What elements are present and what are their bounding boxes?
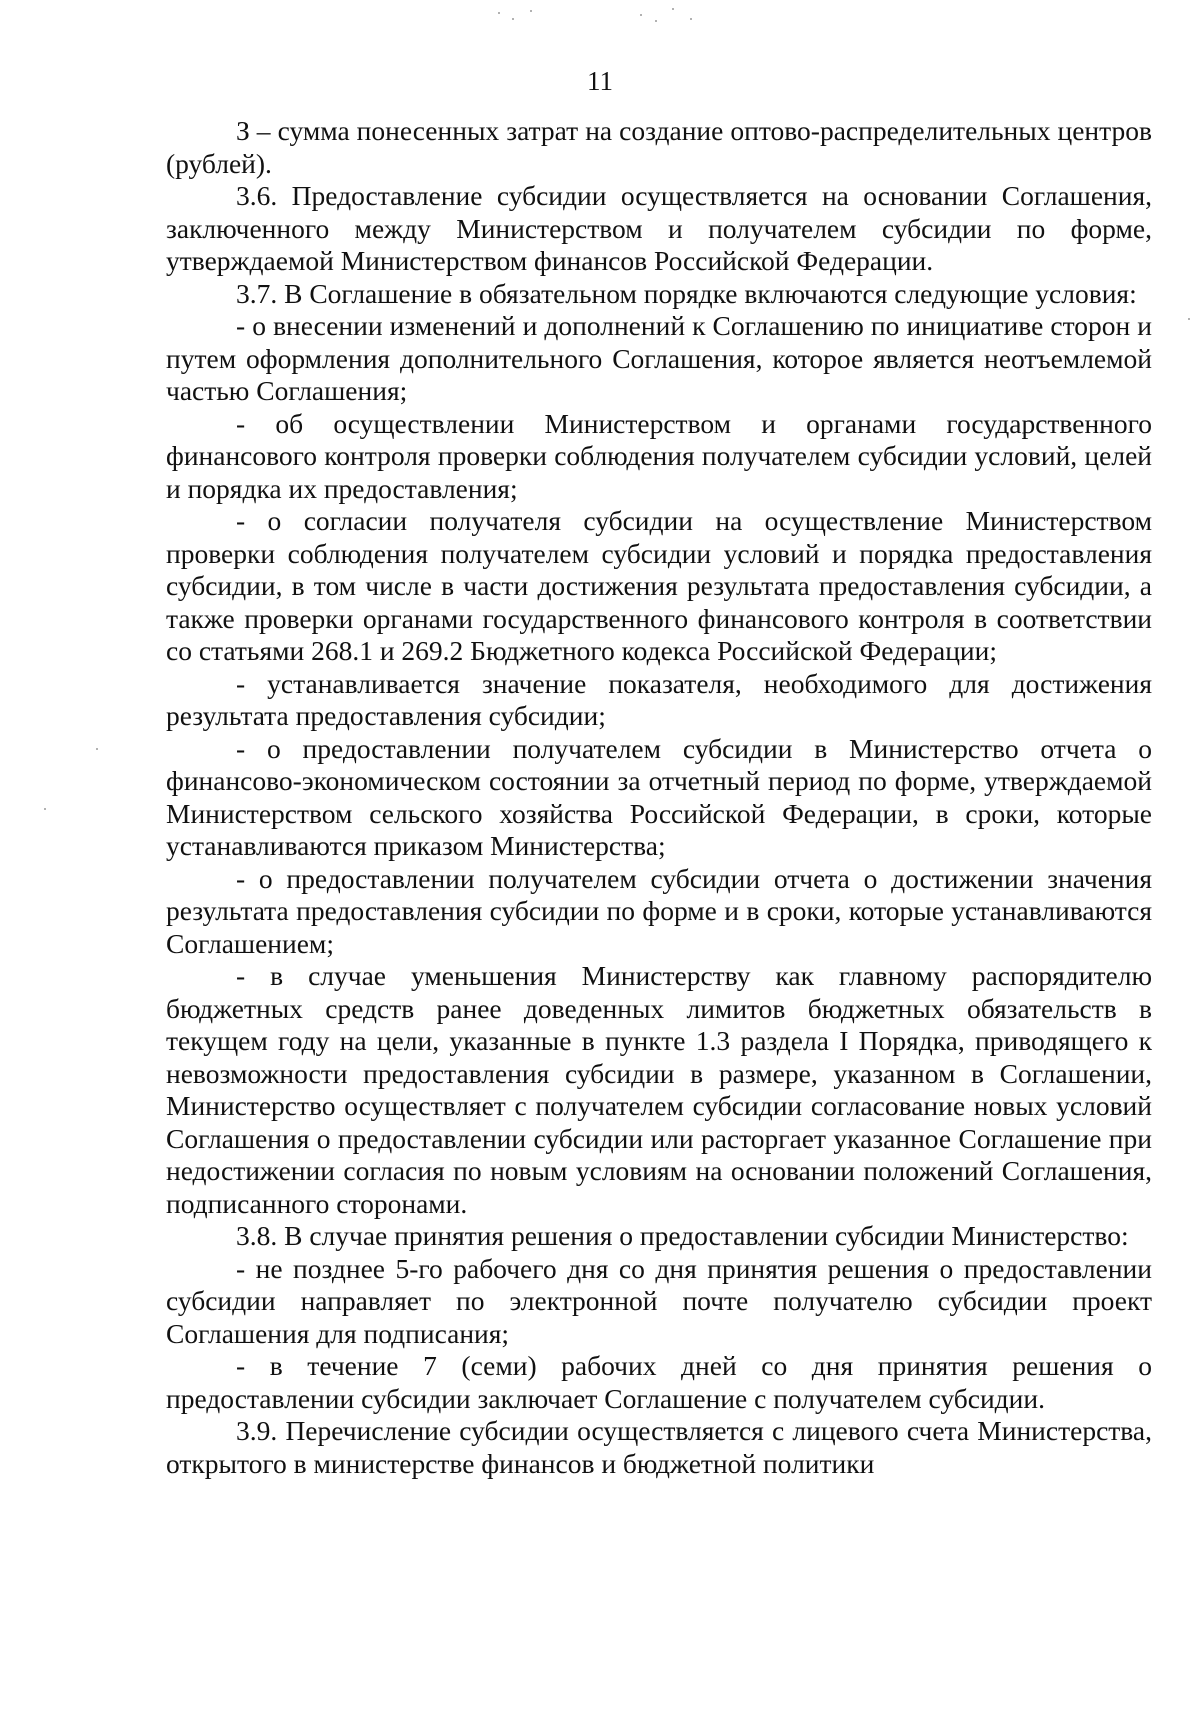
- paragraph: - о предоставлении получателем субсидии отчета о достижении значения результата предоставления субсидии по форме и в сроки, которые устанавливаются Соглашением;: [166, 862, 1152, 959]
- paragraph: - не позднее 5-го рабочего дня со дня принятия решения о предоставлении субсидии направляет по электронной почте получателю субсидии проект Соглашения для подписания;: [166, 1252, 1152, 1349]
- scan-speck: [512, 18, 514, 20]
- paragraph: 3.7. В Соглашение в обязательном порядке включаются следующие условия:: [236, 277, 1137, 309]
- document-body: [166, 115, 1152, 1480]
- paragraph: 3.6. Предоставление субсидии осуществляется на основании Соглашения, заключенного между Министерством и получателем субсидии по форме, утверждаемой Министерством финансов Российской Федерации.: [166, 180, 1152, 276]
- page-number: 11: [587, 66, 613, 96]
- scan-speck: [655, 20, 657, 22]
- scan-speck: [44, 808, 46, 810]
- paragraph: 3.8. В случае принятия решения о предоставлении субсидии Министерство:: [236, 1220, 1129, 1251]
- scan-speck: [498, 12, 500, 14]
- paragraph: - о предоставлении получателем субсидии в Министерство отчета о финансово-экономическом состоянии за отчетный период по форме, утверждаемой Министерством сельского хозяйства Российской Федерации, в сроки, которые устанавливаются приказом Министерства;: [166, 732, 1152, 861]
- scan-speck: [672, 8, 674, 10]
- scan-speck: [640, 14, 642, 16]
- paragraph: - о внесении изменений и дополнений к Соглашению по инициативе сторон и путем оформления дополнительного Соглашения, которое является неотъемлемой частью Соглашения;: [166, 310, 1152, 406]
- paragraph: - устанавливается значение показателя, необходимого для достижения результата предоставления субсидии;: [166, 667, 1152, 731]
- paragraph: 3.9. Перечисление субсидии осуществляется с лицевого счета Министерства, открытого в министерстве финансов и бюджетной политики: [166, 1415, 1152, 1479]
- paragraph: - о согласии получателя субсидии на осуществление Министерством проверки соблюдения получателем субсидии условий и порядка предоставления субсидии, в том числе в части достижения результата предоставления субсидии, а также проверки органами государственного финансового контроля в соответствии со статьями 268.1 и 269.2 Бюджетного кодекса Российской Федерации;: [166, 505, 1152, 666]
- scan-speck: [96, 748, 98, 750]
- scan-speck: [1188, 318, 1190, 320]
- paragraph: - об осуществлении Министерством и органами государственного финансового контроля проверки соблюдения получателем субсидии условий, целей и порядка их предоставления;: [166, 407, 1152, 504]
- scan-speck: [690, 18, 692, 20]
- paragraph: - в течение 7 (семи) рабочих дней со дня принятия решения о предоставлении субсидии заключает Соглашение с получателем субсидии.: [166, 1350, 1152, 1414]
- scan-speck: [530, 10, 532, 12]
- paragraph: - в случае уменьшения Министерству как главному распорядителю бюджетных средств ранее доведенных лимитов бюджетных обязательств в текущем году на цели, указанные в пункте 1.3 раздела I Порядка, приводящего к невозможности предоставления субсидии в размере, указанном в Соглашении, Министерство осуществляет с получателем субсидии согласование новых условий Соглашения о предоставлении субсидии или расторгает указанное Соглашение при недостижении согласия по новым условиям на основании положений Соглашения, подписанного сторонами.: [166, 960, 1152, 1219]
- paragraph: З – сумма понесенных затрат на создание оптово-распределительных центров (рублей).: [166, 115, 1152, 179]
